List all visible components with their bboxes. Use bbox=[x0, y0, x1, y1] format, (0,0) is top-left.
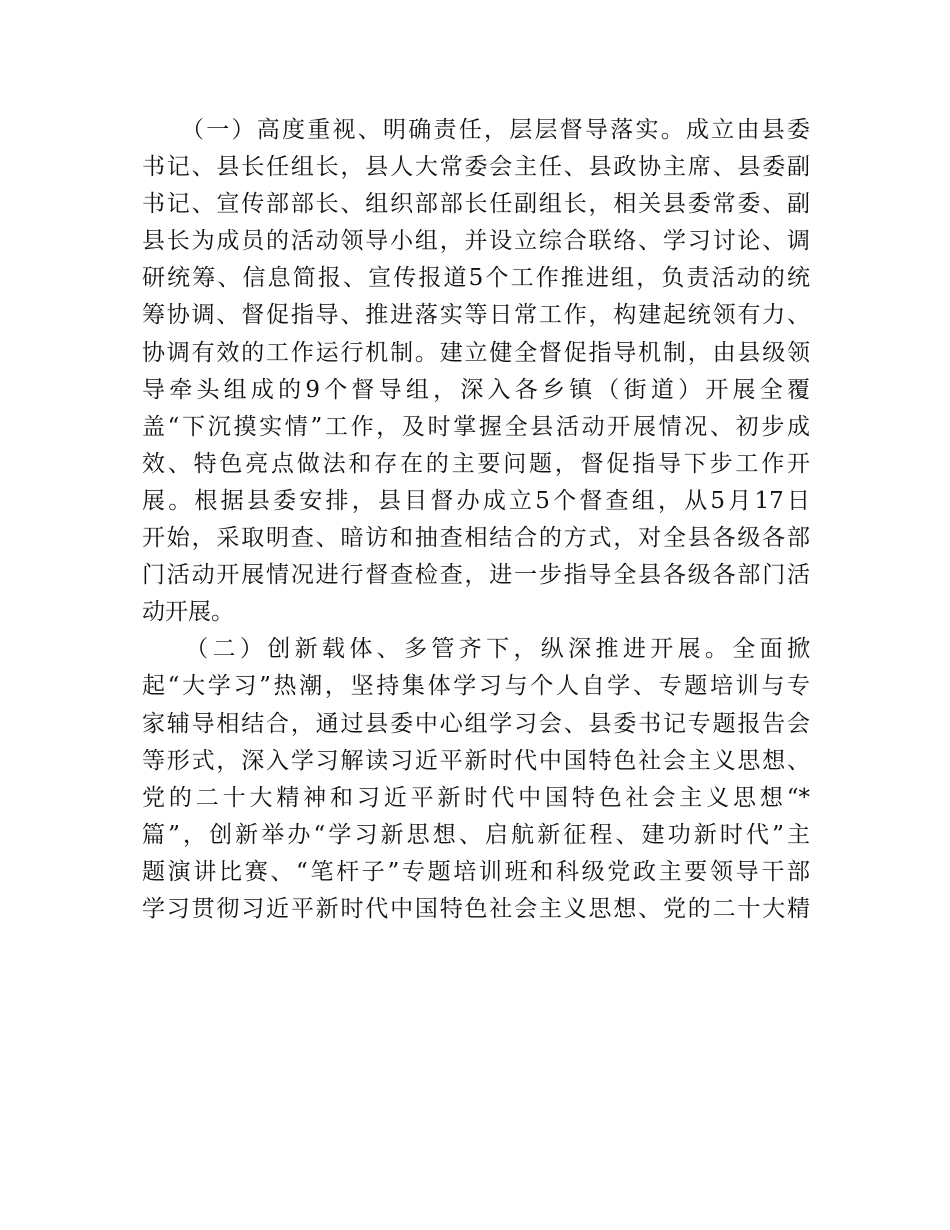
text-line: 篇”，创新举办“学习新思想、启航新征程、建功新时代”主 bbox=[142, 821, 810, 848]
text-line: 展。根据县委安排，县目督办成立5个督查组，从5月17日 bbox=[142, 487, 810, 514]
text-line: 学习贯彻习近平新时代中国特色社会主义思想、党的二十大精 bbox=[142, 895, 810, 922]
text-line: 党的二十大精神和习近平新时代中国特色社会主义思想“* bbox=[142, 784, 810, 811]
text-line: 协调有效的工作运行机制。建立健全督促指导机制，由县级领 bbox=[142, 339, 810, 366]
text-line: 动开展。 bbox=[142, 599, 234, 626]
text-line: 县长为成员的活动领导小组，并设立综合联络、学习讨论、调 bbox=[142, 228, 810, 255]
paragraph-2 bbox=[142, 631, 810, 928]
text-line: 题演讲比赛、“笔杆子”专题培训班和科级党政主要领导干部 bbox=[142, 858, 810, 885]
text-line: （一）高度重视、明确责任，层层督导落实。成立由县委 bbox=[142, 117, 810, 143]
text-line: 门活动开展情况进行督查检查，进一步指导全县各级各部门活 bbox=[142, 562, 810, 589]
text-line: 研统筹、信息简报、宣传报道5个工作推进组，负责活动的统 bbox=[142, 265, 810, 292]
text-line: 书记、宣传部部长、组织部部长任副组长，相关县委常委、副 bbox=[142, 191, 810, 218]
text-line: 等形式，深入学习解读习近平新时代中国特色社会主义思想、 bbox=[142, 747, 810, 774]
text-line: 开始，采取明查、暗访和抽查相结合的方式，对全县各级各部 bbox=[142, 525, 810, 552]
paragraph-1 bbox=[142, 112, 810, 631]
text-line: 筹协调、督促指导、推进落实等日常工作，构建起统领有力、 bbox=[142, 302, 810, 329]
text-line: 家辅导相结合，通过县委中心组学习会、县委书记专题报告会 bbox=[142, 710, 810, 737]
text-line: 盖“下沉摸实情”工作，及时掌握全县活动开展情况、初步成 bbox=[142, 413, 810, 440]
text-line: 起“大学习”热潮，坚持集体学习与个人自学、专题培训与专 bbox=[142, 673, 810, 700]
text-line: 导牵头组成的9个督导组，深入各乡镇（街道）开展全覆 bbox=[142, 376, 810, 403]
text-line: 书记、县长任组长，县人大常委会主任、县政协主席、县委副 bbox=[142, 154, 810, 181]
text-line: 效、特色亮点做法和存在的主要问题，督促指导下步工作开 bbox=[142, 450, 810, 477]
document-body bbox=[142, 112, 810, 928]
text-line: （二）创新载体、多管齐下，纵深推进开展。全面掀 bbox=[142, 636, 810, 663]
